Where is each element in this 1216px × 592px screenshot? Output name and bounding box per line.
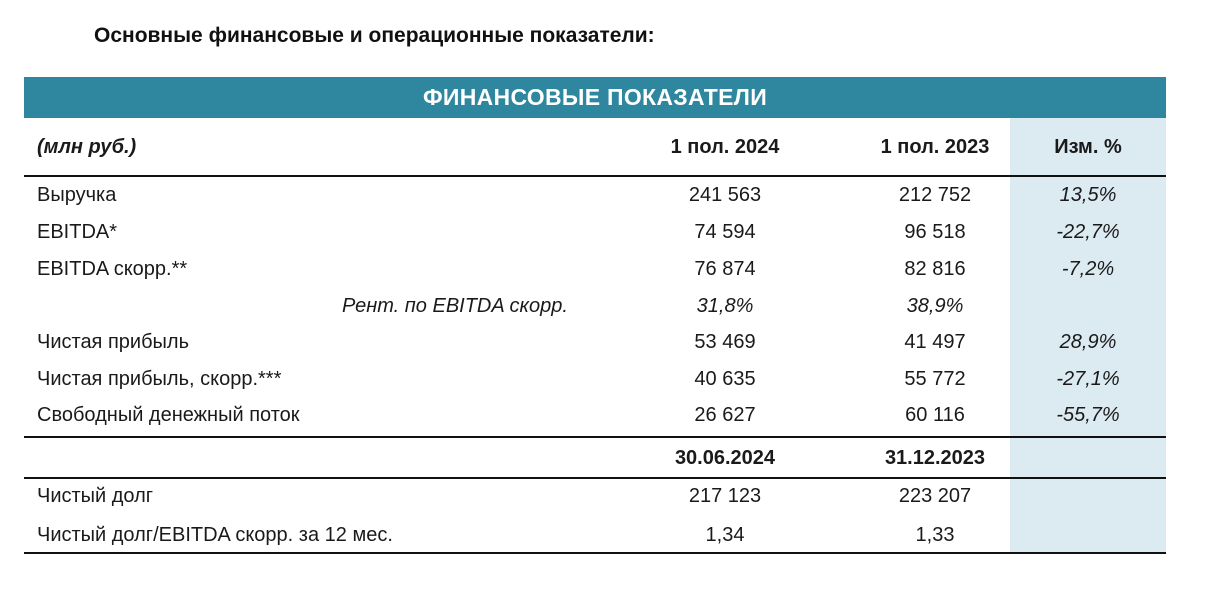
- table-row: [24, 291, 1166, 321]
- table-row: [24, 481, 1166, 511]
- value-h1-2024: 31,8%: [696, 295, 754, 317]
- value-h1-2024: 26 627: [694, 404, 756, 426]
- row-label: Выручка: [37, 184, 117, 206]
- column-header-change: Изм. %: [1054, 136, 1122, 158]
- table-bottom-border: [24, 552, 1166, 554]
- value-2024-06-30: 217 123: [688, 485, 762, 507]
- column-header-h1-2024: 1 пол. 2024: [670, 136, 780, 158]
- value-h1-2023: 212 752: [898, 184, 972, 206]
- date-header-2023: 31.12.2023: [884, 447, 986, 469]
- value-h1-2023: 60 116: [905, 404, 965, 426]
- value-2024-06-30: 1,34: [705, 524, 745, 546]
- value-change: 28,9%: [1059, 331, 1117, 353]
- value-change: -7,2%: [1061, 258, 1115, 280]
- row-label: EBITDA*: [37, 221, 118, 243]
- row-label: EBITDA скорр.**: [37, 258, 188, 280]
- value-h1-2024: 241 563: [688, 184, 762, 206]
- header-divider: [24, 175, 1166, 177]
- table-row: [24, 400, 1166, 430]
- value-change: 13,5%: [1059, 184, 1117, 206]
- value-h1-2023: 82 816: [904, 258, 966, 280]
- table-row: [24, 254, 1166, 284]
- table-row: [24, 364, 1166, 394]
- page-title: Основные финансовые и операционные показатели:: [94, 24, 655, 47]
- value-change: -27,1%: [1056, 368, 1120, 390]
- table-row: [24, 180, 1166, 210]
- date-header-row: [24, 443, 1166, 473]
- value-change: -55,7%: [1056, 404, 1120, 426]
- value-h1-2024: 74 594: [694, 221, 756, 243]
- row-label: Чистая прибыль, скорр.***: [37, 368, 282, 390]
- row-label: Рент. по EBITDA скорр.: [342, 295, 568, 317]
- unit-label: (млн руб.): [37, 136, 137, 158]
- value-h1-2024: 40 635: [694, 368, 756, 390]
- row-label: Чистый долг/EBITDA скорр. за 12 мес.: [37, 524, 393, 546]
- table-row: [24, 520, 1166, 550]
- row-label: Чистый долг: [37, 485, 154, 507]
- value-2023-12-31: 1,33: [915, 524, 955, 546]
- value-2023-12-31: 223 207: [898, 485, 972, 507]
- table-row: [24, 327, 1166, 357]
- value-h1-2023: 38,9%: [906, 295, 964, 317]
- column-header-h1-2023: 1 пол. 2023: [880, 136, 990, 158]
- value-h1-2023: 41 497: [904, 331, 966, 353]
- table-row: [24, 217, 1166, 247]
- value-h1-2024: 53 469: [694, 331, 756, 353]
- value-change: -22,7%: [1056, 221, 1120, 243]
- value-h1-2024: 76 874: [694, 258, 756, 280]
- table-banner: ФИНАНСОВЫЕ ПОКАЗАТЕЛИ: [24, 77, 1166, 118]
- row-label: Свободный денежный поток: [37, 404, 300, 426]
- section-divider: [24, 436, 1166, 438]
- row-label: Чистая прибыль: [37, 331, 189, 353]
- date-header-2024: 30.06.2024: [674, 447, 776, 469]
- header-row: [24, 132, 1166, 162]
- value-h1-2023: 96 518: [904, 221, 966, 243]
- date-header-divider: [24, 477, 1166, 479]
- value-h1-2023: 55 772: [904, 368, 966, 390]
